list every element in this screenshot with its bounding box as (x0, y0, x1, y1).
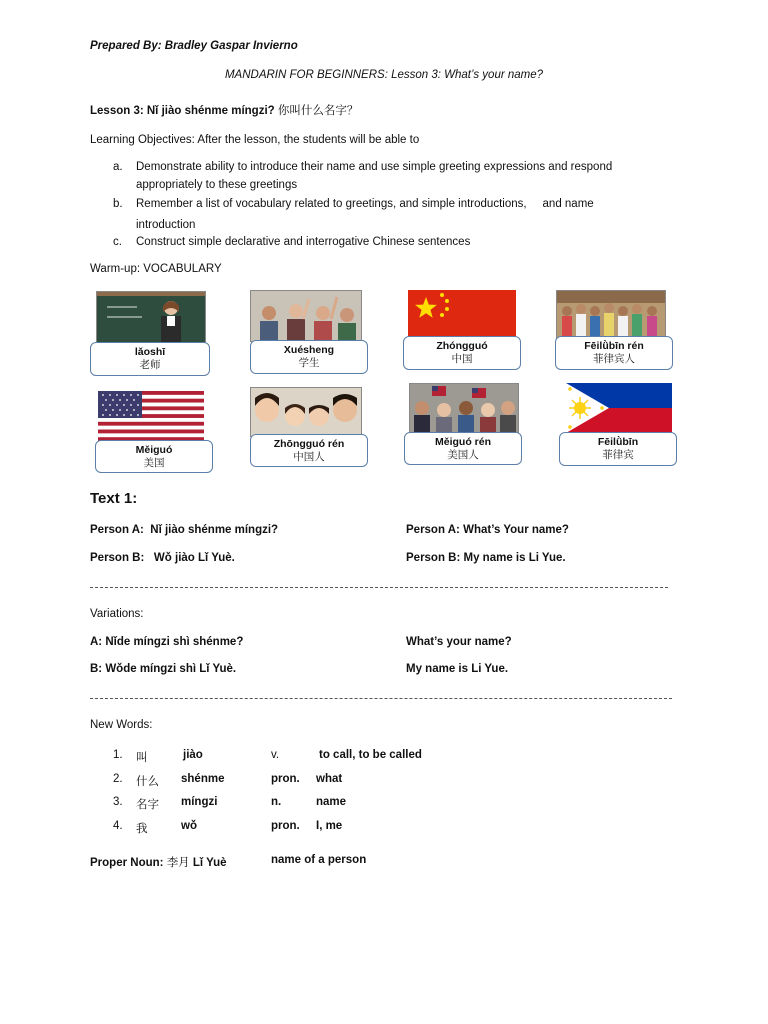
objective-b-line1: Remember a list of vocabulary related to greetings, and simple introductions, and name (136, 198, 594, 210)
word-number: 1. (113, 749, 123, 761)
vocab-label (404, 432, 522, 465)
proper-noun-hanzi: 李月 (166, 857, 190, 869)
lesson-label: Lesson 3: Nǐ jiào shénme míngzi? (90, 105, 275, 117)
word-meaning: what (316, 773, 343, 785)
usa-flag-picture (98, 391, 204, 441)
objective-letter: a. (113, 161, 123, 173)
vocab-hanzi: 菲律宾人 (593, 353, 635, 365)
proper-noun-label: Proper Noun: (90, 857, 164, 869)
vocab-hanzi: 中国人 (293, 451, 325, 463)
dialogue-line-b (90, 552, 235, 564)
objective-b-line2: introduction (136, 219, 196, 231)
vocab-label (555, 336, 673, 370)
warmup-label: Warm-up: VOCABULARY (90, 263, 222, 275)
china-flag-icon (408, 290, 516, 337)
vocab-label (403, 336, 521, 370)
speaker-label: Person A: (90, 524, 144, 536)
proper-noun (90, 854, 227, 870)
word-number: 2. (113, 773, 123, 785)
lesson-hanzi: 你叫什么名字？ (277, 103, 359, 117)
american-crowd-illustration (410, 384, 518, 434)
word-pinyin: shénme (181, 773, 225, 785)
vocab-hanzi: 老师 (139, 359, 161, 371)
objective-c-line1: Construct simple declarative and interrogative Chinese sentences (136, 236, 471, 248)
vocab-pinyin: Fēilǜbīn (597, 436, 639, 448)
word-pos: n. (271, 796, 282, 808)
text1-heading: Text 1: (90, 490, 138, 507)
vocab-pinyin: Měiguó rén (434, 436, 491, 448)
vocab-label (95, 440, 213, 473)
teacher-picture (96, 291, 206, 345)
word-hanzi: 什么 (136, 776, 159, 788)
vocab-hanzi: 菲律宾 (602, 449, 634, 461)
word-pos: pron. (271, 773, 300, 785)
objective-a-line2: appropriately to these greetings (136, 179, 298, 191)
dialogue-pinyin: Wǒ jiào Lǐ Yuè. (153, 552, 235, 564)
lesson-title (90, 102, 358, 118)
word-hanzi: 叫 (136, 752, 148, 764)
word-number: 4. (113, 820, 123, 832)
speaker-label: Person B: (90, 552, 145, 564)
dialogue-line-a (90, 524, 278, 536)
word-pinyin: jiào (183, 749, 203, 761)
filipino-people-illustration (557, 291, 665, 338)
objective-a-line1: Demonstrate ability to introduce their name and use simple greeting expressions and respond (136, 161, 613, 173)
dialogue-english-b: Person B: My name is Li Yue. (406, 552, 566, 564)
objective-letter: c. (113, 236, 122, 248)
variation-english-b: My name is Li Yue. (406, 663, 509, 675)
vocab-label (250, 340, 368, 374)
usa-flag-icon (98, 391, 204, 441)
word-meaning: I, me (316, 820, 343, 832)
page-title: MANDARIN FOR BEGINNERS: Lesson 3: What’s your name? (224, 69, 544, 81)
vocab-pinyin: Fēilǜbīn rén (584, 340, 644, 352)
china-flag-picture (408, 290, 516, 337)
teacher-illustration (97, 292, 205, 344)
chinese-family-picture (250, 387, 362, 437)
variations-label: Variations: (90, 608, 144, 620)
word-meaning: name (316, 796, 347, 808)
objectives-intro: Learning Objectives: After the lesson, the students will be able to (90, 134, 420, 146)
vocab-label (90, 342, 210, 376)
word-hanzi: 我 (136, 823, 148, 835)
divider (90, 587, 668, 588)
vocab-pinyin: lǎoshī (134, 346, 166, 358)
filipino-people-picture (556, 290, 666, 339)
variation-chinese-a: A: Nǐde míngzi shì shénme? (90, 636, 244, 648)
dialogue-english-a: Person A: What’s Your name? (406, 524, 569, 536)
variation-chinese-b: B: Wǒde míngzi shì Lǐ Yuè. (90, 663, 237, 675)
philippines-flag-icon (566, 383, 672, 433)
proper-noun-pinyin: Lǐ Yuè (192, 857, 227, 869)
new-words-label: New Words: (90, 719, 153, 731)
vocab-pinyin: Xuésheng (283, 344, 335, 356)
word-pos: v. (271, 749, 280, 761)
students-illustration (251, 291, 361, 341)
word-number: 3. (113, 796, 123, 808)
vocab-pinyin: Měiguó (135, 444, 173, 456)
dialogue-pinyin: Nǐ jiào shénme míngzi? (150, 524, 279, 536)
divider (90, 698, 672, 699)
vocab-label (250, 434, 368, 467)
chinese-family-illustration (251, 388, 361, 436)
vocab-hanzi: 学生 (298, 357, 320, 369)
prepared-by: Prepared By: Bradley Gaspar Invierno (90, 40, 298, 52)
word-meaning: to call, to be called (319, 749, 422, 761)
philippines-flag-picture (566, 383, 672, 433)
proper-noun-meaning: name of a person (271, 854, 367, 866)
vocab-label (559, 432, 677, 466)
vocab-pinyin: Zhōngguó rén (273, 438, 345, 450)
vocab-pinyin: Zhóngguó (436, 340, 488, 352)
word-pos: pron. (271, 820, 300, 832)
word-pinyin: míngzi (181, 796, 218, 808)
vocab-hanzi: 美国人 (447, 449, 479, 461)
word-pinyin: wǒ (181, 820, 197, 832)
word-hanzi: 名字 (136, 799, 159, 811)
objective-letter: b. (113, 198, 123, 210)
vocab-hanzi: 中国 (451, 353, 473, 365)
students-picture (250, 290, 362, 342)
american-crowd-picture (409, 383, 519, 435)
vocab-hanzi: 美国 (143, 457, 165, 469)
variation-english-a: What’s your name? (406, 636, 512, 648)
